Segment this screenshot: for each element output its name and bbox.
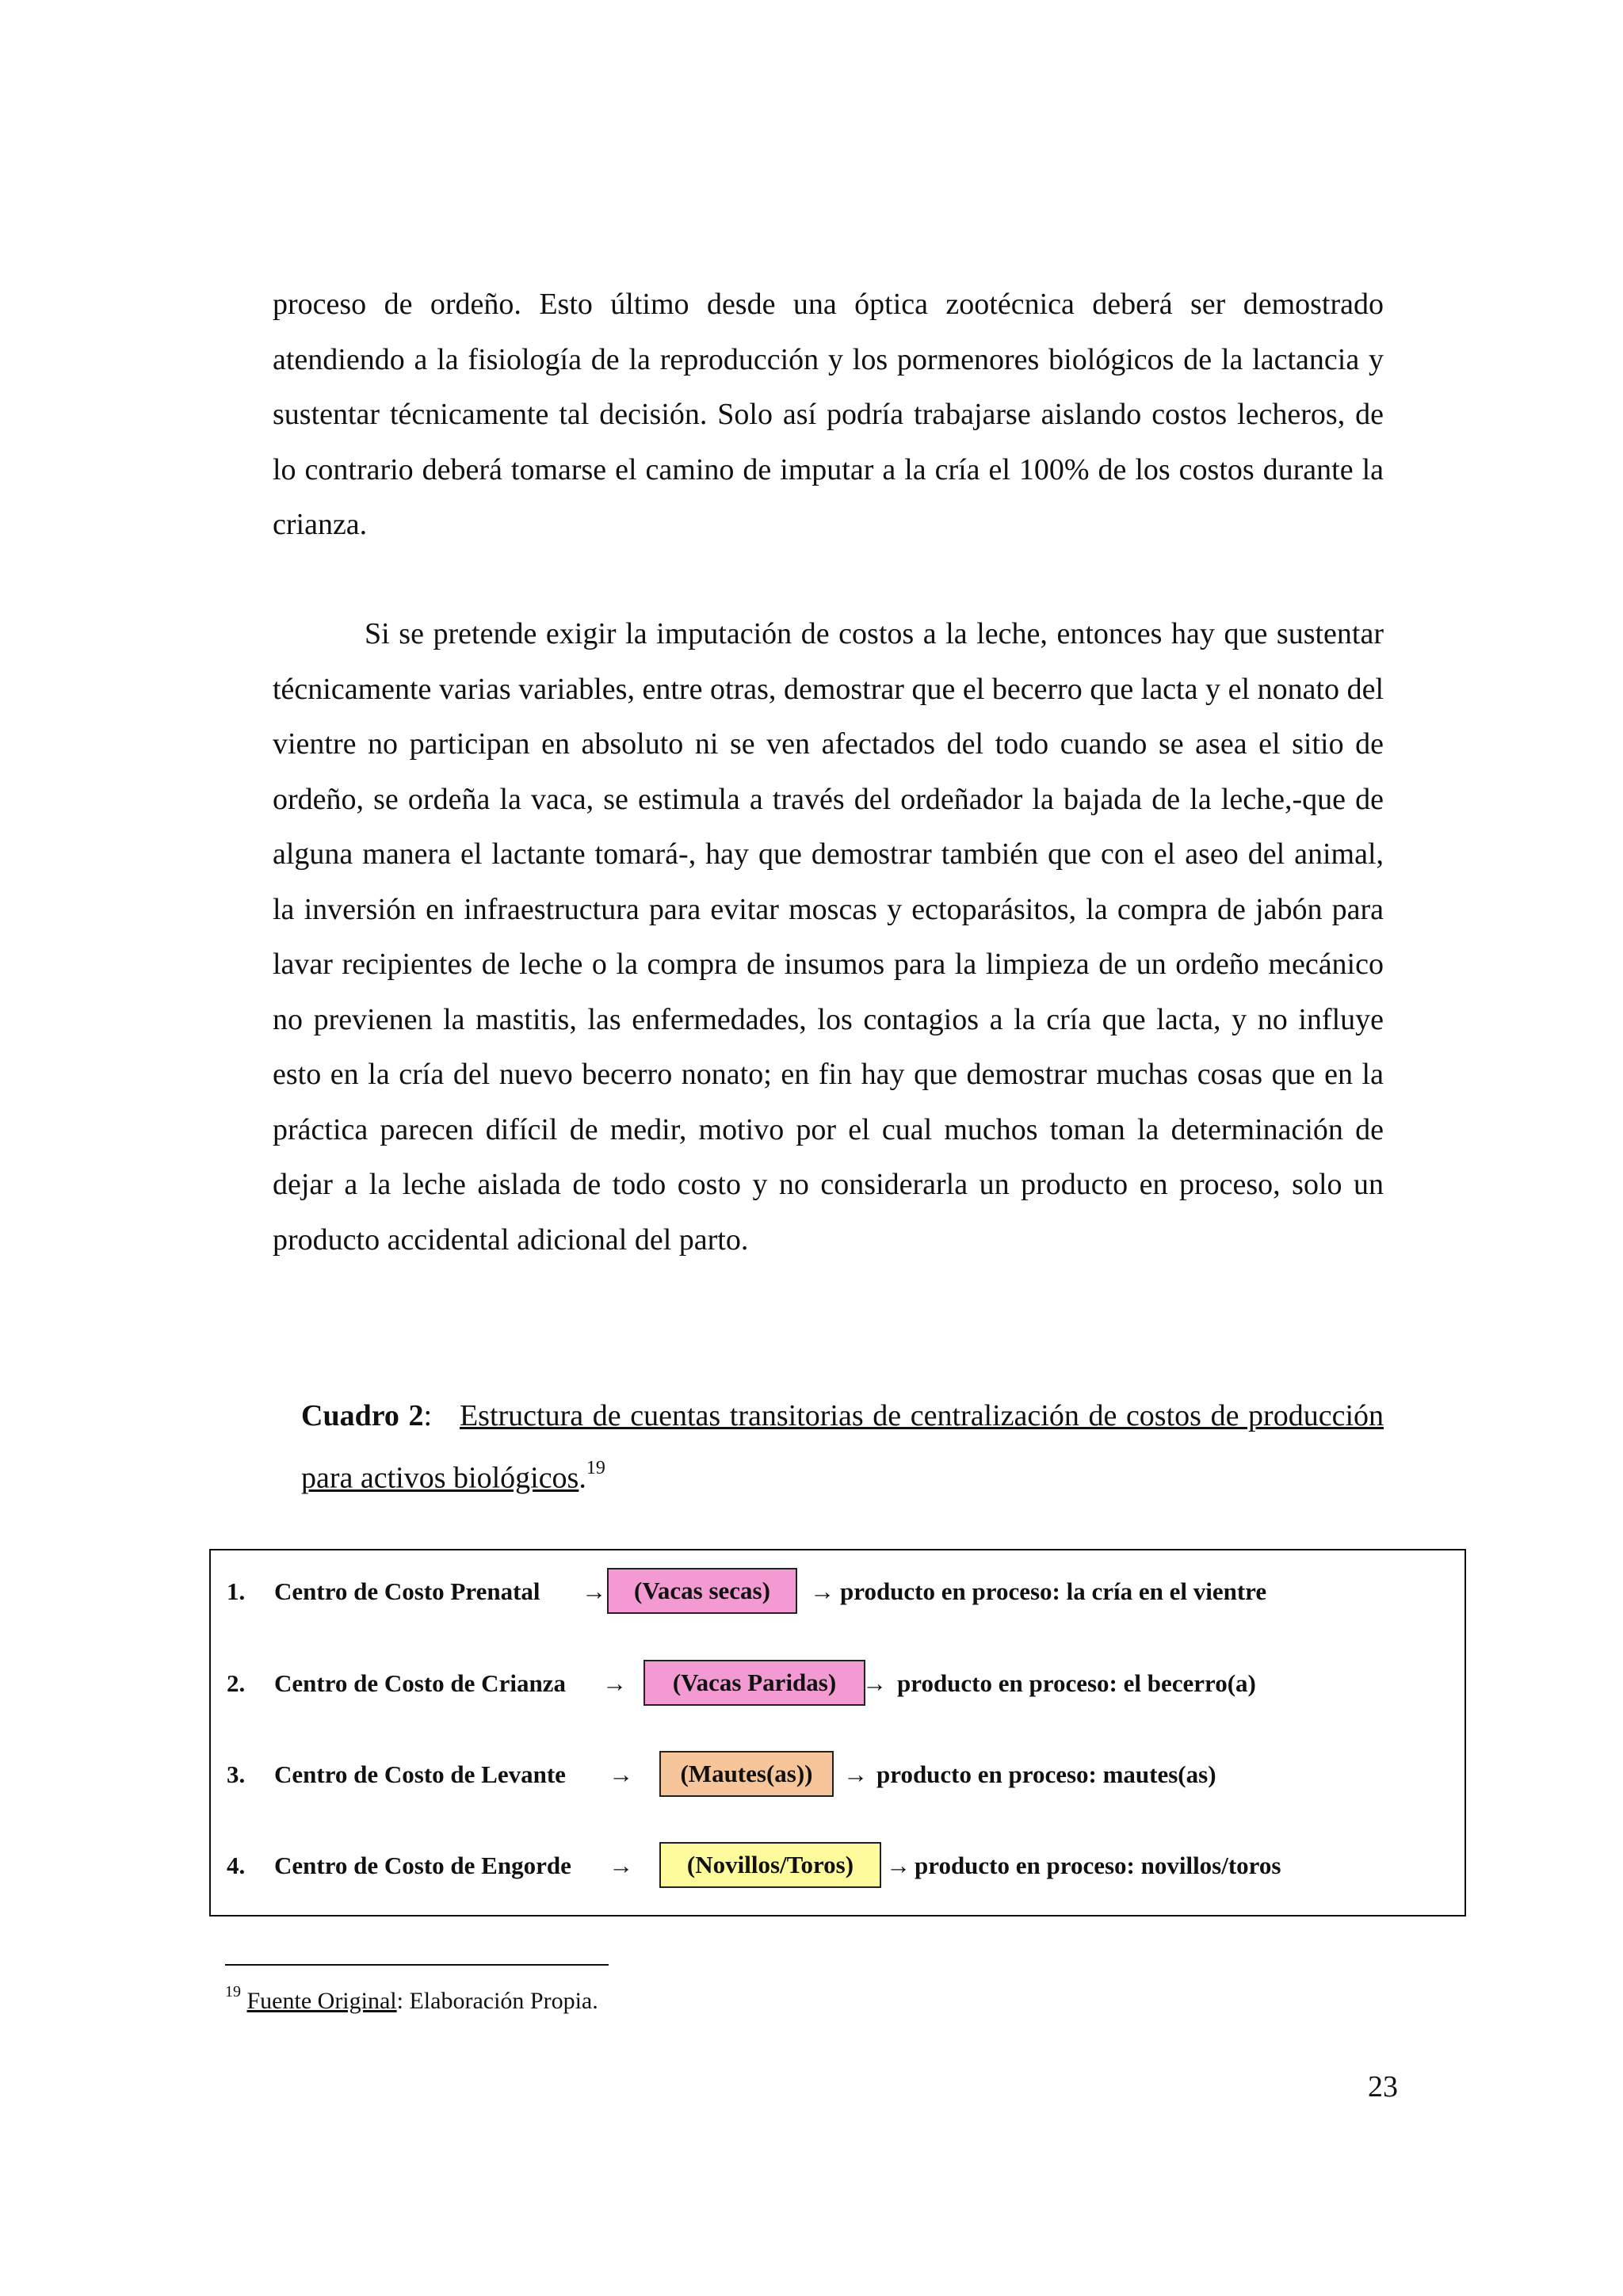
stage-box: (Vacas secas)	[607, 1568, 797, 1614]
caption-period: .	[579, 1461, 586, 1495]
cost-center-name: Centro de Costo de Crianza	[274, 1669, 566, 1697]
product-label: producto en proceso: la cría en el vientre	[840, 1577, 1267, 1605]
arrow-icon: →	[810, 1577, 834, 1605]
product-label: producto en proceso: mautes(as)	[876, 1760, 1216, 1788]
arrow-icon: →	[582, 1577, 606, 1605]
cost-center-name: Centro de Costo de Levante	[274, 1760, 566, 1788]
arrow-icon: →	[862, 1669, 887, 1697]
cost-center-name: Centro de Costo Prenatal	[274, 1577, 540, 1605]
stage-box: (Vacas Paridas)	[643, 1660, 865, 1706]
caption-colon: :	[423, 1399, 433, 1432]
footnote	[225, 1979, 598, 2017]
stage-box: (Mautes(as))	[659, 1751, 834, 1797]
footnote-separator	[225, 1964, 609, 1966]
product-label: producto en proceso: el becerro(a)	[897, 1669, 1256, 1697]
footnote-number: 19	[225, 1983, 241, 2000]
caption-footnote-ref: 19	[586, 1458, 605, 1478]
arrow-icon: →	[609, 1760, 633, 1788]
stage-box: (Novillos/Toros)	[659, 1842, 881, 1888]
cost-center-name: Centro de Costo de Engorde	[274, 1852, 571, 1879]
footnote-source-label: Fuente Original	[246, 1988, 397, 2014]
cost-center-diagram	[209, 1549, 1466, 1917]
caption-label: Cuadro 2	[301, 1399, 424, 1432]
row-number: 2.	[227, 1669, 246, 1697]
cost-center-row-3	[211, 1751, 1465, 1798]
body-paragraph-1: proceso de ordeño. Esto último desde una óptica zootécnica deberá ser demostrado atendiendo a la fisiología de la reproducción y los pormenores biológicos de la lactancia y sustentar técnicamente tal decisión. Solo así podría trabajarse aislando costos lecheros, de lo contrario deberá tomarse el camino de imputar a la cría el 100% de los costos durante la crianza.	[273, 288, 1384, 541]
row-number: 3.	[227, 1760, 246, 1788]
product-label: producto en proceso: novillos/toros	[915, 1852, 1281, 1879]
page-number: 23	[1368, 2070, 1398, 2103]
footnote-source-text: : Elaboración Propia.	[396, 1988, 598, 2014]
cost-center-row-1	[211, 1568, 1465, 1615]
arrow-icon: →	[886, 1852, 911, 1879]
caption-title: Estructura de cuentas transitorias de centralización de costos de producción para activos biológicos	[301, 1399, 1384, 1495]
table-caption	[301, 1388, 1384, 1506]
row-number: 4.	[227, 1852, 246, 1879]
arrow-icon: →	[602, 1669, 627, 1697]
cost-center-row-2	[211, 1660, 1465, 1707]
arrow-icon: →	[843, 1760, 868, 1788]
row-number: 1.	[227, 1577, 246, 1605]
cost-center-row-4	[211, 1842, 1465, 1890]
body-paragraph-2: Si se pretende exigir la imputación de costos a la leche, entonces hay que sustentar técnicamente varias variables, entre otras, demostrar que el becerro que lacta y el nonato del vientre no participan en absoluto ni se ven afectados del todo cuando se asea el sitio de ordeño, se ordeña la vaca, se estimula a través del ordeñador la bajada de la leche,-que de alguna manera el lactante tomará-, hay que demostrar también que con el aseo del animal, la inversión en infraestructura para evitar moscas y ectoparásitos, la compra de jabón para lavar recipientes de leche o la compra de insumos para la limpieza de un ordeño mecánico no previenen la mastitis, las enfermedades, los contagios a la cría que lacta, y no influye esto en la cría del nuevo becerro nonato; en fin hay que demostrar muchas cosas que en la práctica parecen difícil de medir, motivo por el cual muchos toman la determinación de dejar a la leche aislada de todo costo y no considerarla un producto en proceso, solo un producto accidental adicional del parto.	[273, 617, 1384, 1257]
arrow-icon: →	[609, 1852, 633, 1879]
